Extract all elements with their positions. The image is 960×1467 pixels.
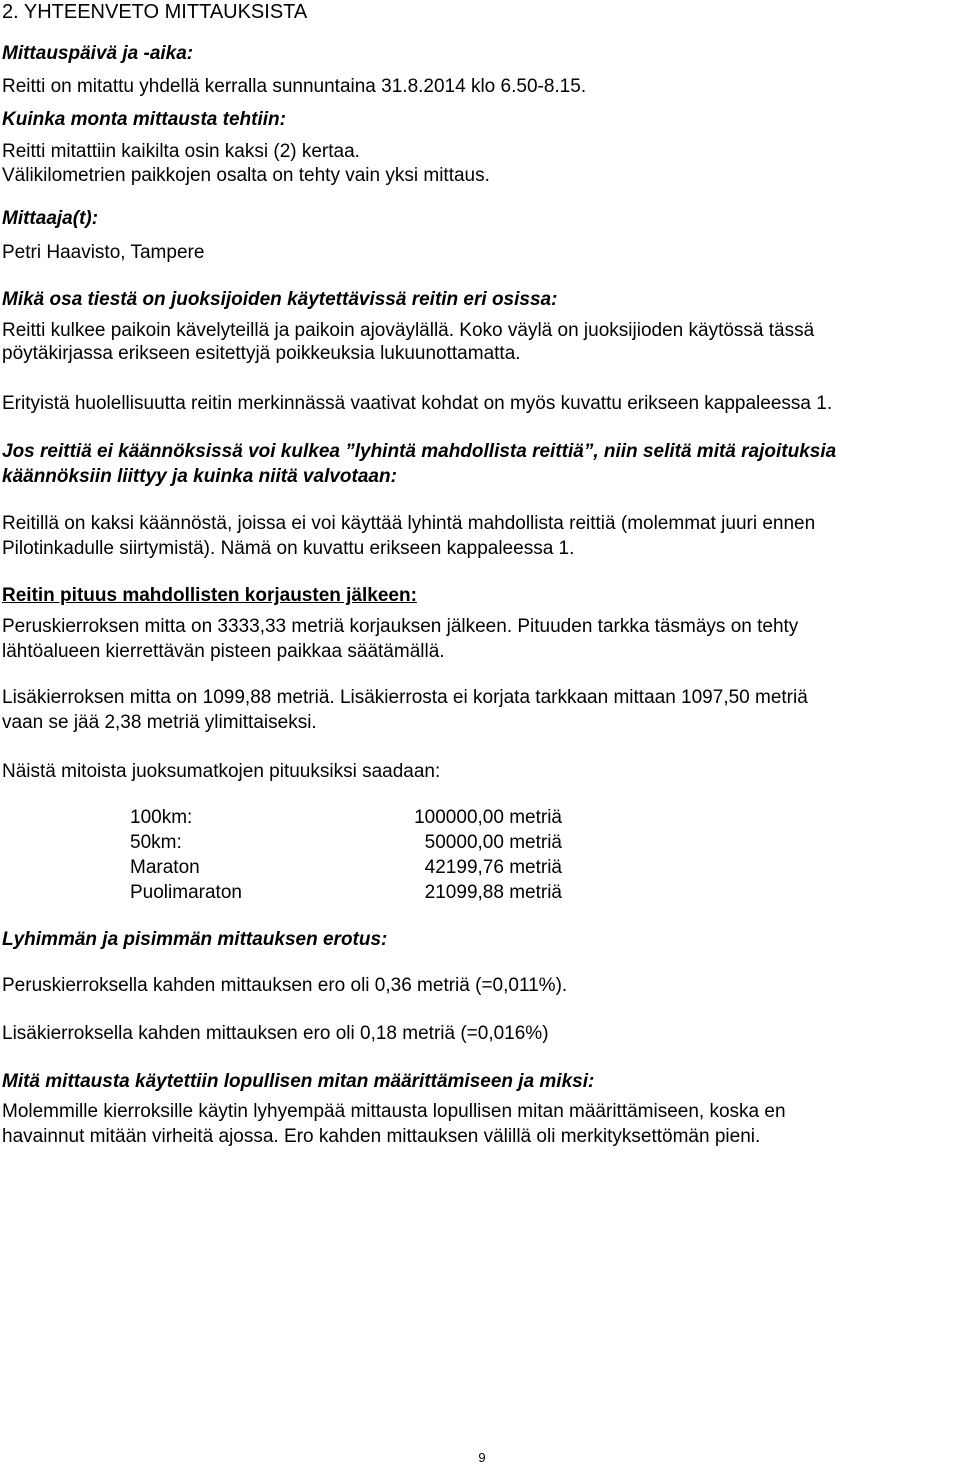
- runner-usage-line: pöytäkirjassa erikseen esitettyjä poikkeuksia lukuunottamatta.: [2, 343, 521, 364]
- runner-usage-note: Erityistä huolellisuutta reitin merkinnässä vaativat kohdat on myös kuvattu erikseen kappaleessa 1.: [2, 393, 833, 414]
- distance-name: Puolimaraton: [130, 882, 242, 903]
- measurers-text: Petri Haavisto, Tampere: [2, 242, 205, 263]
- main-loop-length-line: Peruskierroksen mitta on 3333,33 metriä korjauksen jälkeen. Pituuden tarkka täsmäys on tehty: [2, 616, 799, 637]
- final-measurement-line: havainnut mitään virheitä ajossa. Ero kahden mittauksen välillä oli merkityksettömän pieni.: [2, 1126, 761, 1147]
- runner-usage-label: Mikä osa tiestä on juoksijoiden käytettävissä reitin eri osissa:: [2, 289, 558, 310]
- route-length-label: Reitin pituus mahdollisten korjausten jälkeen:: [2, 585, 417, 606]
- main-loop-difference: Peruskierroksella kahden mittauksen ero oli 0,36 metriä (=0,011%).: [2, 975, 568, 996]
- extra-loop-length-line: vaan se jää 2,38 metriä ylimittaiseksi.: [2, 712, 317, 733]
- measurement-date-label: Mittauspäivä ja -aika:: [2, 43, 194, 64]
- distance-value: 100000,00 metriä: [414, 807, 562, 828]
- final-measurement-line: Molemmille kierroksille käytin lyhyempää mittausta lopullisen mitan määrittämiseen, koska en: [2, 1101, 786, 1122]
- turns-label-line: käännöksiin liittyy ja kuinka niitä valvotaan:: [2, 466, 397, 487]
- page-number: 9: [478, 1450, 486, 1465]
- measurement-date-text: Reitti on mitattu yhdellä kerralla sunnuntaina 31.8.2014 klo 6.50-8.15.: [2, 76, 587, 97]
- distance-row: [2, 881, 562, 905]
- distance-name: Maraton: [130, 857, 200, 878]
- extra-loop-length-line: Lisäkierroksen mitta on 1099,88 metriä. Lisäkierrosta ei korjata tarkkaan mittaan 1097,50 metriä: [2, 687, 808, 708]
- distance-row: [2, 856, 562, 880]
- turns-text-line: Pilotinkadulle siirtymistä). Nämä on kuvattu erikseen kappaleessa 1.: [2, 538, 575, 559]
- measurement-count-label: Kuinka monta mittausta tehtiin:: [2, 109, 286, 130]
- distance-row: [2, 806, 562, 830]
- distance-value: 42199,76 metriä: [424, 857, 562, 878]
- extra-loop-difference: Lisäkierroksella kahden mittauksen ero oli 0,18 metriä (=0,016%): [2, 1023, 549, 1044]
- distances-intro: Näistä mitoista juoksumatkojen pituuksiksi saadaan:: [2, 761, 441, 782]
- distance-name: 100km:: [130, 807, 193, 828]
- turns-text-line: Reitillä on kaksi käännöstä, joissa ei voi käyttää lyhintä mahdollista reittiä (molemmat juuri ennen: [2, 513, 816, 534]
- measurement-count-line: Reitti mitattiin kaikilta osin kaksi (2) kertaa.: [2, 141, 360, 162]
- difference-label: Lyhimmän ja pisimmän mittauksen erotus:: [2, 929, 388, 950]
- measurement-count-line: Välikilometrien paikkojen osalta on tehty vain yksi mittaus.: [2, 165, 490, 186]
- turns-label-line: Jos reittiä ei käännöksissä voi kulkea ”lyhintä mahdollista reittiä”, niin selitä mitä rajoituksia: [2, 441, 837, 462]
- runner-usage-line: Reitti kulkee paikoin kävelyteillä ja paikoin ajoväylällä. Koko väylä on juoksijioden käytössä tässä: [2, 320, 815, 341]
- main-loop-length-line: lähtöalueen kierrettävän pisteen paikkaa säätämällä.: [2, 641, 445, 662]
- measurers-label: Mittaaja(t):: [2, 208, 99, 229]
- distance-name: 50km:: [130, 832, 182, 853]
- final-measurement-label: Mitä mittausta käytettiin lopullisen mitan määrittämiseen ja miksi:: [2, 1071, 595, 1092]
- distance-value: 50000,00 metriä: [424, 832, 562, 853]
- section-heading: 2. YHTEENVETO MITTAUKSISTA: [2, 1, 308, 23]
- distance-value: 21099,88 metriä: [424, 882, 562, 903]
- distance-row: [2, 831, 562, 855]
